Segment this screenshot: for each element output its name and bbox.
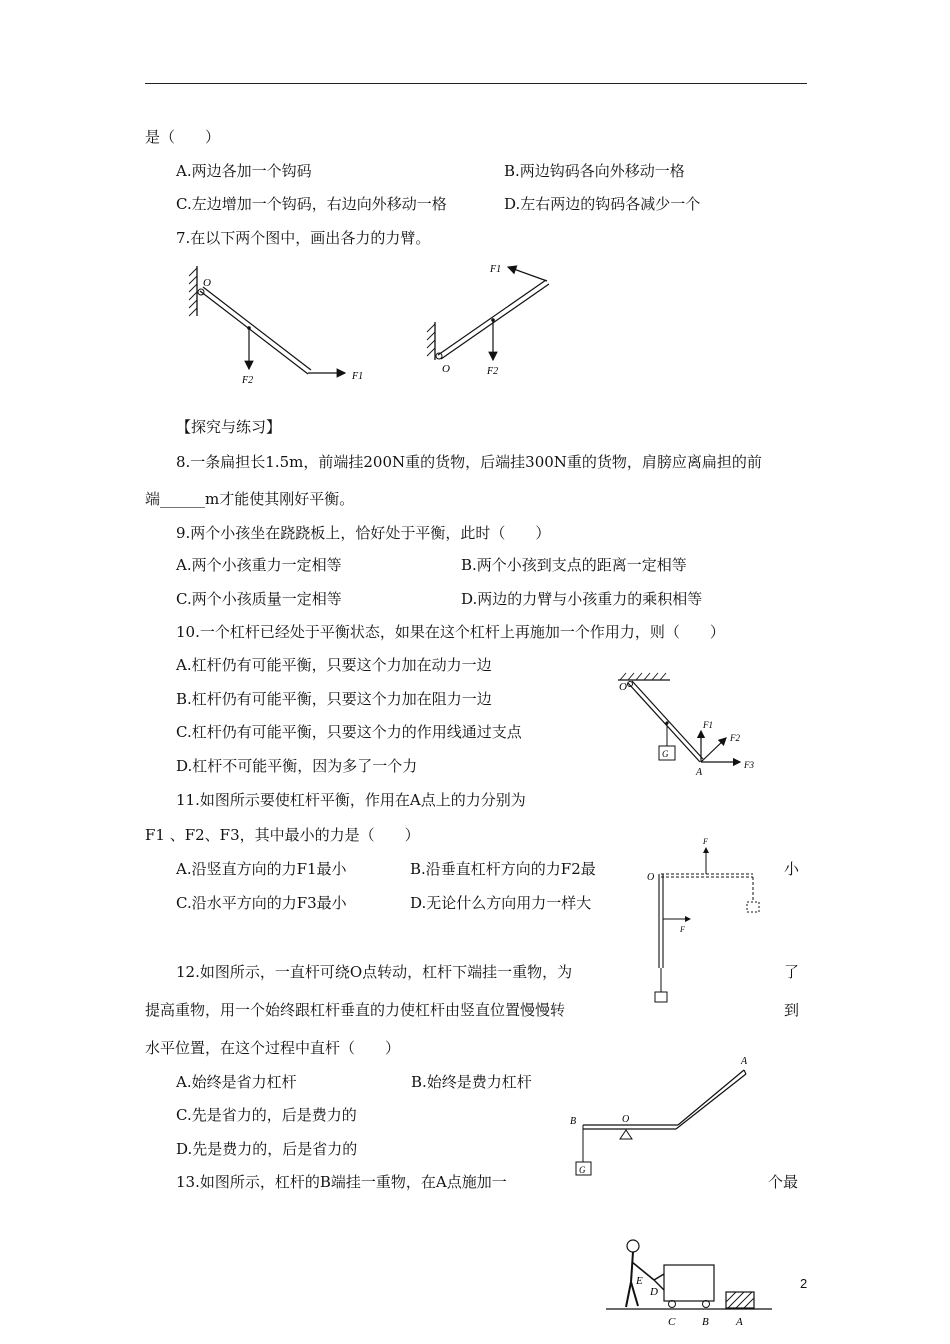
q14-fig-label-d: D [650, 1286, 658, 1298]
q12-fig-label-f-top: F [703, 837, 708, 846]
q12-line1-tail: 了 [784, 963, 800, 981]
q12-fig-label-f-side: F [680, 925, 685, 934]
q12-line2-tail: 到 [784, 1001, 800, 1019]
q9-option-b: B.两个小孩到支点的距离一定相等 [461, 556, 687, 574]
q11-line1: 11.如图所示要使杠杆平衡，作用在A点上的力分别为 [176, 791, 526, 809]
q7-fig1-label-f1: F1 [352, 371, 364, 382]
page-number: 2 [800, 1276, 808, 1291]
q13-fig-label-o: O [622, 1114, 630, 1125]
q13-fig-label-g: G [579, 1165, 586, 1175]
q9-option-c: C.两个小孩质量一定相等 [176, 590, 342, 608]
q9-stem: 9.两个小孩坐在跷跷板上，恰好处于平衡，此时（ ） [176, 524, 551, 542]
q12-figure [640, 832, 770, 1010]
q10-option-d: D.杠杆不可能平衡，因为多了一个力 [176, 757, 418, 775]
q10-option-a: A.杠杆仍有可能平衡，只要这个力加在动力一边 [176, 656, 492, 674]
q11-figure [608, 668, 778, 778]
q10-stem: 10.一个杠杆已经处于平衡状态，如果在这个杠杆上再施加一个作用力，则（ ） [176, 623, 725, 641]
section-heading: 【探究与练习】 [176, 418, 282, 436]
q11-option-d: D.无论什么方向用力一样大 [410, 894, 592, 912]
q11-option-a: A.沿竖直方向的力F1最小 [176, 860, 347, 878]
q12-line1: 12.如图所示，一直杆可绕O点转动，杠杆下端挂一重物，为 [176, 963, 573, 981]
q7-fig1-label-o: O [203, 277, 211, 289]
q7-fig2-label-o: O [442, 363, 450, 375]
q11-fig-label-f3: F3 [744, 760, 754, 770]
q12-option-d: D.先是费力的，后是省力的 [176, 1140, 358, 1158]
q12-line2: 提高重物，用一个始终跟杠杆垂直的力使杠杆由竖直位置慢慢转 [145, 1001, 566, 1019]
q12-option-c: C.先是省力的，后是费力的 [176, 1106, 357, 1124]
q7-fig2-label-f1: F1 [490, 264, 502, 275]
q13-fig-label-a: A [741, 1056, 748, 1067]
header-rule [145, 83, 807, 84]
q7-figure-2 [420, 252, 560, 382]
q8-line2: 端______m才能使其刚好平衡。 [145, 490, 355, 508]
q6-option-c: C.左边增加一个钩码，右边向外移动一格 [176, 195, 447, 213]
q11-line2: F1 、F2、F3，其中最小的力是（ ） [145, 826, 420, 844]
q13-figure [566, 1052, 766, 1182]
q7-fig2-label-f2: F2 [487, 366, 499, 377]
q11-fig-label-f1: F1 [703, 720, 713, 730]
q7-stem: 7.在以下两个图中，画出各力的力臂。 [176, 229, 431, 247]
q11-fig-label-o: O [619, 681, 627, 693]
q7-figure-1 [180, 258, 380, 390]
q6-option-b: B.两边钩码各向外移动一格 [504, 162, 685, 180]
q11-fig-label-a: A [696, 767, 703, 778]
q12-fig-label-o: O [647, 872, 655, 883]
q9-option-a: A.两个小孩重力一定相等 [176, 556, 342, 574]
q10-option-c: C.杠杆仍有可能平衡，只要这个力的作用线通过支点 [176, 723, 522, 741]
q14-cart-figure [606, 1232, 772, 1342]
q11-option-b: B.沿垂直杠杆方向的力F2最 [410, 860, 596, 878]
q13-line1-tail: 个最 [768, 1173, 799, 1191]
q14-fig-label-e: E [636, 1275, 643, 1287]
q6-option-d: D.左右两边的钩码各减少一个 [504, 195, 701, 213]
q9-option-d: D.两边的力臂与小孩重力的乘积相等 [461, 590, 703, 608]
q13-line1: 13.如图所示，杠杆的B端挂一重物，在A点施加一 [176, 1173, 507, 1191]
q11-fig-label-g: G [662, 749, 669, 759]
q12-option-a: A.始终是省力杠杆 [176, 1073, 297, 1091]
q6-stem-tail: 是（ ） [145, 128, 221, 146]
q14-fig-label-c: C [668, 1316, 676, 1328]
q11-fig-label-f2: F2 [730, 733, 740, 743]
q12-line3: 水平位置，在这个过程中直杆（ ） [145, 1039, 401, 1057]
q7-fig1-label-f2: F2 [242, 375, 254, 386]
q14-fig-label-b: B [702, 1316, 709, 1328]
q11-option-c: C.沿水平方向的力F3最小 [176, 894, 347, 912]
q6-option-a: A.两边各加一个钩码 [176, 162, 312, 180]
q12-option-b: B.始终是费力杠杆 [411, 1073, 532, 1091]
q10-option-b: B.杠杆仍有可能平衡，只要这个力加在阻力一边 [176, 690, 492, 708]
q11-option-b-tail: 小 [784, 860, 800, 878]
q8-line1: 8.一条扁担长1.5m，前端挂200N重的货物，后端挂300N重的货物，肩膀应离扁担的前 [176, 453, 762, 471]
q13-fig-label-b: B [570, 1116, 577, 1127]
q14-fig-label-a: A [736, 1316, 743, 1328]
